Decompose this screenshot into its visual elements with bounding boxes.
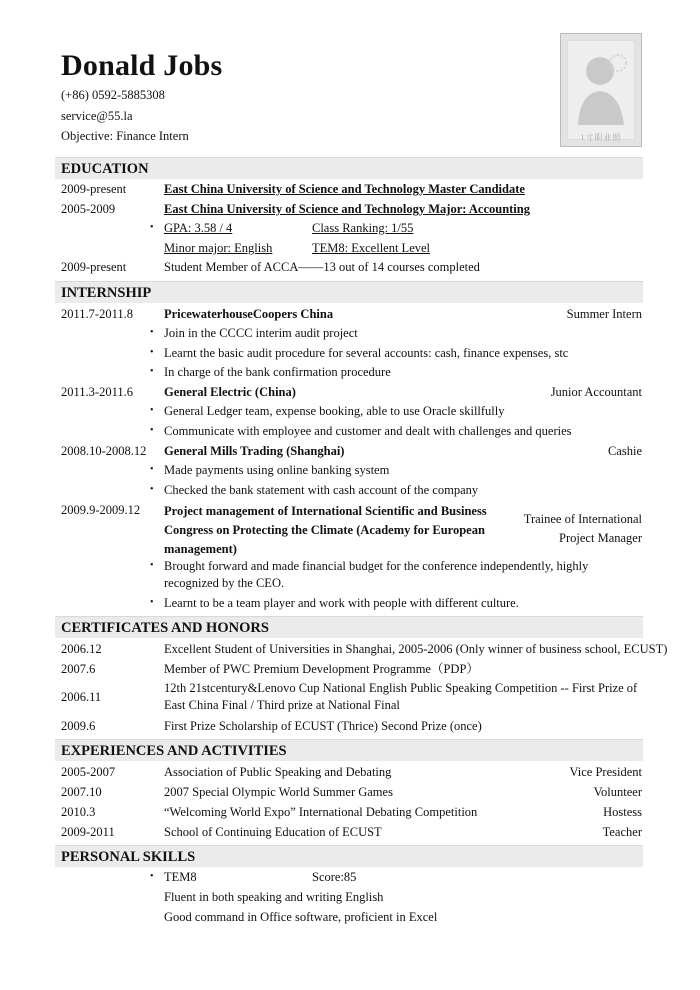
skill-score: Score:85 — [312, 870, 357, 884]
intern-bullet: Brought forward and made financial budget for the conference independently, highly recognized by the CEO. — [164, 559, 589, 590]
exp-role: Volunteer — [593, 785, 642, 799]
intern-company: Project management of International Scientific and Business Congress on Protecting the Climate (Academy for European management) — [164, 504, 487, 556]
section-skills: PERSONAL SKILLS — [55, 845, 643, 867]
section-internship: INTERNSHIP — [55, 281, 643, 303]
photo-caption: 1寸职业照 — [580, 133, 622, 142]
intern-bullet: General Ledger team, expense booking, able to use Oracle skillfully — [164, 404, 505, 418]
bullet-icon: • — [150, 871, 154, 882]
exp-text: Association of Public Speaking and Debating — [164, 765, 392, 779]
portrait-placeholder — [567, 40, 635, 140]
section-certificates: CERTIFICATES AND HONORS — [55, 616, 643, 638]
cert-date: 2006.11 — [61, 690, 102, 704]
edu-date: 2009-present — [61, 182, 127, 196]
bullet-icon: • — [150, 347, 154, 358]
exp-date: 2005-2007 — [61, 765, 116, 779]
exp-date: 2009-2011 — [61, 825, 115, 839]
intern-bullet: In charge of the bank confirmation procedure — [164, 365, 391, 379]
section-experiences: EXPERIENCES AND ACTIVITIES — [55, 739, 643, 761]
bullet-icon: • — [150, 464, 154, 475]
cert-text: First Prize Scholarship of ECUST (Thrice) Second Prize (once) — [164, 719, 482, 733]
exp-role: Hostess — [603, 805, 642, 819]
edu-entry: East China University of Science and Technology Major: Accounting — [164, 202, 530, 216]
cert-date: 2007.6 — [61, 662, 96, 676]
intern-bullet: Learnt the basic audit procedure for several accounts: cash, finance expenses, stc — [164, 346, 569, 360]
cert-text: Excellent Student of Universities in Shanghai, 2005-2006 (Only winner of business school, ECUST) — [164, 642, 668, 656]
skill-line: Good command in Office software, proficient in Excel — [164, 910, 438, 924]
intern-date: 2011.3-2011.6 — [61, 385, 133, 399]
skill-line: Fluent in both speaking and writing English — [164, 890, 384, 904]
edu-gpa: GPA: 3.58 / 4 — [164, 221, 233, 235]
cert-date: 2006.12 — [61, 642, 102, 656]
email: service@55.la — [61, 109, 133, 123]
edu-minor: Minor major: English — [164, 241, 273, 255]
exp-text: School of Continuing Education of ECUST — [164, 825, 382, 839]
bullet-icon: • — [150, 597, 154, 608]
bullet-icon: • — [150, 222, 154, 233]
edu-ranking: Class Ranking: 1/55 — [312, 221, 414, 235]
exp-date: 2007.10 — [61, 785, 102, 799]
cert-text: 12th 21stcentury&Lenovo Cup National English Public Speaking Competition -- First Prize of East China Final / Third prize at National Final — [164, 681, 638, 712]
edu-date: 2005-2009 — [61, 202, 116, 216]
exp-date: 2010.3 — [61, 805, 96, 819]
edu-date: 2009-present — [61, 260, 127, 274]
bullet-icon: • — [150, 425, 154, 436]
edu-tem8: TEM8: Excellent Level — [312, 241, 431, 255]
intern-role: Cashie — [607, 444, 642, 458]
exp-text: 2007 Special Olympic World Summer Games — [164, 785, 393, 799]
bullet-icon: • — [150, 484, 154, 495]
intern-date: 2009.9-2009.12 — [61, 503, 141, 517]
cert-date: 2009.6 — [61, 719, 96, 733]
intern-date: 2008.10-2008.12 — [61, 444, 147, 458]
intern-role-line2: Project Manager — [559, 531, 642, 545]
intern-date: 2011.7-2011.8 — [61, 307, 133, 321]
intern-company: PricewaterhouseCoopers China — [164, 307, 334, 321]
objective: Objective: Finance Intern — [61, 129, 189, 143]
intern-company: General Electric (China) — [164, 385, 296, 399]
skill-tem8: TEM8 — [164, 870, 197, 884]
intern-role-line1: Trainee of International — [523, 512, 642, 526]
intern-bullet: Learnt to be a team player and work with people with different culture. — [164, 596, 519, 610]
intern-company: General Mills Trading (Shanghai) — [164, 444, 345, 458]
bullet-icon: • — [150, 327, 154, 338]
cert-text: Member of PWC Premium Development Programme（PDP） — [164, 662, 479, 676]
resume-name: Donald Jobs — [61, 49, 223, 82]
intern-role: Junior Accountant — [550, 385, 642, 399]
section-education: EDUCATION — [55, 157, 643, 179]
intern-role: Summer Intern — [566, 307, 642, 321]
bullet-icon: • — [150, 405, 154, 416]
edu-entry: Student Member of ACCA——13 out of 14 courses completed — [164, 260, 480, 274]
bullet-icon: • — [150, 366, 154, 377]
phone: (+86) 0592-5885308 — [61, 88, 165, 102]
bullet-icon: • — [150, 560, 154, 571]
intern-bullet: Checked the bank statement with cash account of the company — [164, 483, 479, 497]
person-icon — [568, 41, 636, 125]
profile-photo — [560, 33, 642, 147]
intern-bullet: Made payments using online banking system — [164, 463, 390, 477]
intern-bullet: Join in the CCCC interim audit project — [164, 326, 358, 340]
exp-role: Teacher — [602, 825, 642, 839]
exp-role: Vice President — [569, 765, 642, 779]
edu-entry: East China University of Science and Technology Master Candidate — [164, 182, 525, 196]
exp-text: “Welcoming World Expo” International Debating Competition — [164, 805, 478, 819]
intern-bullet: Communicate with employee and customer and dealt with challenges and queries — [164, 424, 572, 438]
